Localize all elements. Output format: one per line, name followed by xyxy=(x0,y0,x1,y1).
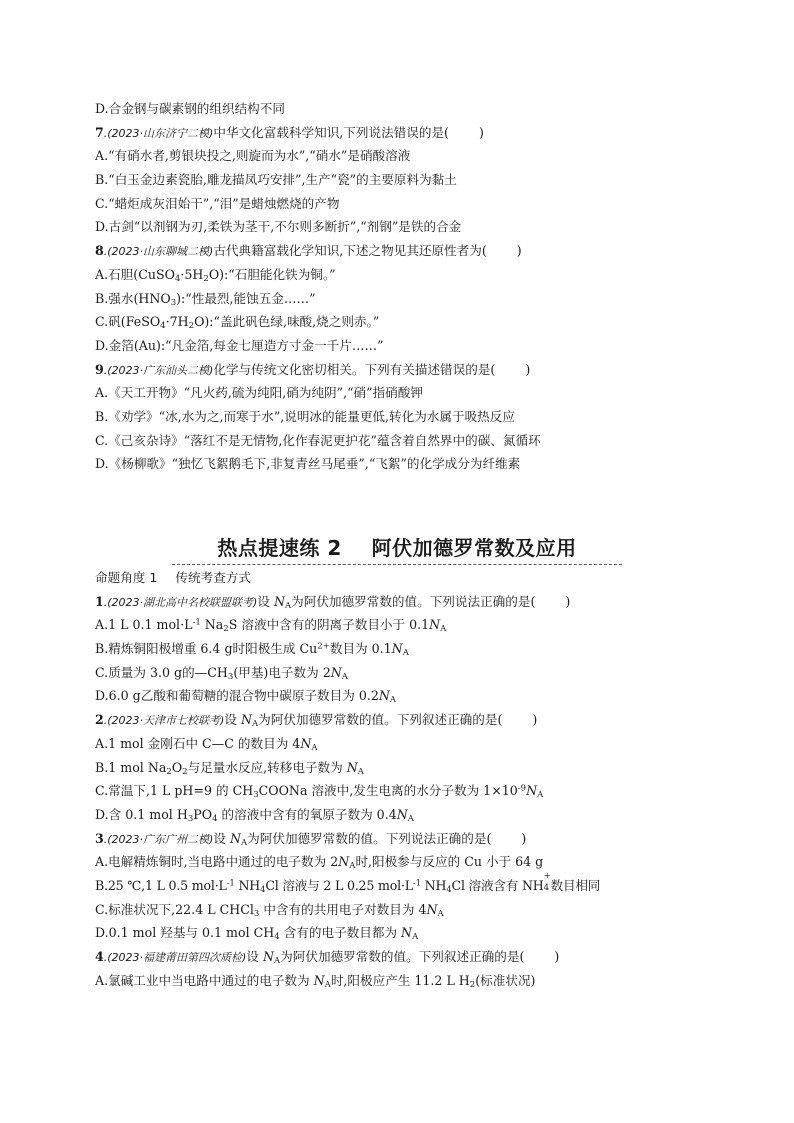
question-text: 为阿伏加德罗常数的值。下列叙述正确的是( xyxy=(258,712,503,728)
section-gap xyxy=(95,476,715,533)
question-9-option-b xyxy=(95,405,715,429)
question-number: 8 xyxy=(95,243,104,259)
option-text: 含有的电子数目都为 xyxy=(279,925,402,941)
question-text: 设 xyxy=(257,593,274,609)
subscript: A xyxy=(389,695,397,706)
option-text: D.合金钢与碳素钢的组织结构不同 xyxy=(95,101,285,116)
subscript: 4 xyxy=(174,273,181,284)
option-text: D.0.1 mol 羟基与 0.1 mol CH xyxy=(95,925,275,941)
question-number: 7 xyxy=(95,124,104,140)
option-text: ·7H xyxy=(165,314,189,330)
question-source: .(2023·广东汕头二模) xyxy=(103,363,214,377)
subscript: A xyxy=(273,956,281,967)
avogadro-symbol: N xyxy=(378,688,390,704)
avogadro-symbol: N xyxy=(346,759,358,775)
question-8-option-a xyxy=(95,263,715,287)
question-source: .(2023·湖北高中名校联盟联考) xyxy=(103,595,258,609)
question-9-option-a xyxy=(95,381,715,405)
answer-paren-close: ) xyxy=(554,949,560,964)
subscript: A xyxy=(412,932,419,943)
option-text: ):“性最烈,能蚀五金……” xyxy=(176,290,316,306)
problem-2-option-d xyxy=(95,803,715,827)
subscript: A xyxy=(537,790,544,801)
question-7-option-c xyxy=(95,192,715,216)
subscript: 2 xyxy=(182,766,188,777)
question-source: .(2023·广东广州二模) xyxy=(103,832,214,846)
problem-2-option-b xyxy=(95,756,715,780)
subscript: A xyxy=(357,766,364,777)
option-text: A.《天工开物》“凡火药,硫为纯阳,硝为纯阴”,“硝”指硝酸钾 xyxy=(95,385,423,401)
question-number: 9 xyxy=(95,361,104,377)
answer-paren-close: ) xyxy=(478,124,484,140)
problem-1-stem xyxy=(95,590,715,614)
question-text: 设 xyxy=(213,830,230,846)
topic-angle-label: 命题角度 1 xyxy=(95,570,158,585)
answer-paren-close: ) xyxy=(565,593,571,609)
superscript: 2+ xyxy=(317,641,330,652)
avogadro-symbol: N xyxy=(262,949,274,964)
option-text: 与足量水反应,转移电子数为 xyxy=(187,759,347,775)
option-text: C.常温下,1 L pH=9 的 CH xyxy=(95,783,254,799)
subscript: A xyxy=(437,908,444,919)
question-text: 为阿伏加德罗常数的值。下列说法正确的是( xyxy=(247,830,492,846)
option-text: NH xyxy=(420,877,447,893)
option-text: O):“石胆能化铁为铜。” xyxy=(208,266,336,282)
option-text: B.25 ℃,1 L 0.5 mol·L xyxy=(95,877,227,893)
option-text: A.石胆(CuSO xyxy=(95,266,175,282)
question-source: .(2023·山东聊城二模) xyxy=(103,245,214,259)
option-text: B.《劝学》“冰,水为之,而寒于水”,说明冰的能量更低,转化为水属于吸热反应 xyxy=(95,408,515,424)
superscript: -1 xyxy=(226,878,235,889)
topic-angle-text: 传统考查方式 xyxy=(175,570,251,585)
avogadro-symbol: N xyxy=(526,783,538,799)
problem-3-option-d xyxy=(95,921,715,945)
subscript: A xyxy=(349,861,356,872)
problem-3-option-b xyxy=(95,870,715,898)
question-source: .(2023·天津市七校联考) xyxy=(103,714,225,728)
superscript: -1 xyxy=(192,618,201,629)
option-text: A.氯碱工业中当电路中通过的电子数为 xyxy=(95,972,314,988)
question-number: 1 xyxy=(95,593,104,609)
avogadro-symbol: N xyxy=(330,664,342,680)
question-9-stem xyxy=(95,358,715,382)
option-text: D.含 0.1 mol H xyxy=(95,806,188,822)
avogadro-symbol: N xyxy=(401,925,413,941)
question-8-stem xyxy=(95,239,715,263)
subscript: A xyxy=(251,719,259,730)
problem-1-option-d xyxy=(95,684,715,708)
superscript: -1 xyxy=(412,878,421,889)
option-text: NH xyxy=(234,877,261,893)
option-text: C.矾(FeSO xyxy=(95,314,161,330)
subscript: A xyxy=(311,742,318,753)
option-text: ·5H xyxy=(180,266,204,282)
subscript: 3 xyxy=(170,297,177,308)
option-text: D.《杨柳歌》“独忆飞絮鹅毛下,非复青丝马尾垂”,“飞絮”的化学成分为纤维素 xyxy=(95,456,521,472)
subscript: A xyxy=(440,624,447,635)
question-number: 3 xyxy=(95,830,104,846)
option-text: 的溶液中含有的氧原子数为 0.4 xyxy=(217,806,397,822)
subscript: 4 xyxy=(446,885,452,896)
topic-angle-heading xyxy=(95,566,715,590)
problem-2-option-c xyxy=(95,779,715,803)
problem-1-option-c xyxy=(95,661,715,685)
section-title: 热点提速练 2 阿伏加德罗常数及应用 xyxy=(217,536,577,560)
question-7-option-b xyxy=(95,168,715,192)
subscript: 2 xyxy=(203,273,209,284)
option-text: C.质量为 3.0 g的—CH xyxy=(95,664,228,680)
option-text: C.《己亥杂诗》“落红不是无情物,化作春泥更护花”蕴含着自然界中的碳、氮循环 xyxy=(95,432,541,448)
subscript: 3 xyxy=(253,790,259,801)
problem-3-stem xyxy=(95,827,715,851)
option-text: Cl 溶液与 2 L 0.25 mol·L xyxy=(265,877,413,893)
question-7-stem xyxy=(95,121,715,145)
question-7-option-a xyxy=(95,144,715,168)
question-text: 设 xyxy=(224,712,241,728)
question-8-option-c xyxy=(95,310,715,334)
avogadro-symbol: N xyxy=(229,830,241,846)
option-text: (标准状况) xyxy=(475,972,536,988)
subscript: A xyxy=(284,600,292,611)
question-7-option-d xyxy=(95,215,715,239)
avogadro-symbol: N xyxy=(300,735,312,751)
problem-1-option-a xyxy=(95,613,715,637)
option-text: C.标准状况下,22.4 L CHCl xyxy=(95,901,254,917)
subscript: 3 xyxy=(227,671,234,682)
option-text: B.精炼铜阳极增重 6.4 g时阳极生成 Cu xyxy=(95,641,318,657)
superscript: -9 xyxy=(517,783,527,794)
problem-2-option-a xyxy=(95,732,715,756)
question-source: .(2023·山东济宁二模) xyxy=(103,126,214,140)
avogadro-symbol: N xyxy=(429,617,441,633)
subscript: 4 xyxy=(212,814,218,825)
answer-paren-close: ) xyxy=(521,830,527,846)
option-text: C.“蜡炬成灰泪始干”,“泪”是蜡烛燃烧的产物 xyxy=(95,195,340,211)
option-text: PO xyxy=(193,806,213,822)
avogadro-symbol: N xyxy=(240,712,252,728)
question-number: 4 xyxy=(95,949,104,964)
question-text: 化学与传统文化密切相关。下列有关描述错误的是( xyxy=(213,361,496,377)
question-text: 中华文化富载科学知识,下列说法错误的是( xyxy=(213,124,449,140)
avogadro-symbol: N xyxy=(396,806,408,822)
question-text: 为阿伏加德罗常数的值。下列说法正确的是( xyxy=(291,593,536,609)
option-text: B.强水(HNO xyxy=(95,290,171,306)
subscript: A xyxy=(402,648,409,659)
option-text: Na xyxy=(200,617,224,633)
option-text: B.“白玉金边素瓷胎,雕龙描凤巧安排”,生产“瓷”的主要原料为黏土 xyxy=(95,172,457,188)
avogadro-symbol: N xyxy=(313,972,325,988)
section-title-block xyxy=(95,533,715,566)
answer-paren-close: ) xyxy=(516,243,522,259)
page-content xyxy=(95,97,715,992)
problem-3-option-c xyxy=(95,898,715,922)
problem-3-option-a xyxy=(95,850,715,874)
problem-4-option-a xyxy=(95,969,715,993)
avogadro-symbol: N xyxy=(273,593,285,609)
subscript: 4 xyxy=(160,321,166,332)
option-text: 中含有的共用电子对数目为 4 xyxy=(259,901,427,917)
problem-2-stem xyxy=(95,708,715,732)
subscript: 3 xyxy=(187,814,194,825)
option-text: 数目为 0.1 xyxy=(329,641,392,657)
question-9-option-d xyxy=(95,452,715,476)
question-9-option-c xyxy=(95,429,715,453)
option-text: D.6.0 g乙酸和葡萄糖的混合物中碳原子数目为 0.2 xyxy=(95,688,379,704)
option-text: (甲基)电子数为 2 xyxy=(233,664,331,680)
subscript: 4 xyxy=(274,932,280,943)
question-8-option-d xyxy=(95,334,715,358)
answer-paren-close: ) xyxy=(532,712,538,728)
option-text: COONa 溶液中,发生电离的水分子数为 1×10 xyxy=(258,783,518,799)
question-8-option-b xyxy=(95,287,715,311)
option-d-q6 xyxy=(95,97,715,121)
option-text: Cl 溶液含有 NH xyxy=(451,877,544,893)
subscript: A xyxy=(407,814,414,825)
option-text: O xyxy=(171,759,183,775)
option-text: D.古剑“以剂钢为刃,柔铁为茎干,不尔则多断折”,“剂钢”是铁的合金 xyxy=(95,219,462,235)
subscript: A xyxy=(341,671,348,682)
subscript: 4 xyxy=(260,885,266,896)
problem-1-option-b xyxy=(95,637,715,661)
option-text: B.1 mol Na xyxy=(95,759,167,775)
title-underline xyxy=(172,564,622,565)
problem-4-stem xyxy=(95,945,715,969)
subscript: 3 xyxy=(253,908,260,919)
option-text: 时,阳极应产生 11.2 L H xyxy=(330,972,470,988)
question-text: 为阿伏加德罗常数的值。下列叙述正确的是( xyxy=(280,949,525,964)
option-text: O):“盖此矾色绿,味酸,烧之则赤。” xyxy=(194,314,380,330)
subscript: A xyxy=(240,837,248,848)
avogadro-symbol: N xyxy=(426,901,438,917)
answer-paren-close: ) xyxy=(525,361,531,377)
avogadro-symbol: N xyxy=(338,854,350,870)
question-text: 设 xyxy=(246,949,263,964)
option-text: A.1 L 0.1 mol·L xyxy=(95,617,193,633)
subscript: A xyxy=(324,979,331,990)
option-text: 数目相同 xyxy=(550,877,601,893)
avogadro-symbol: N xyxy=(391,641,403,657)
subscript: 2 xyxy=(223,624,229,635)
option-text: 时,阳极参与反应的 Cu 小于 64 g xyxy=(355,854,544,870)
question-number: 2 xyxy=(95,712,104,728)
question-source: .(2023·福建莆田第四次质检) xyxy=(103,951,247,964)
question-text: 古代典籍富载化学知识,下述之物见其还原性者为( xyxy=(213,243,487,259)
option-text: A.1 mol 金刚石中 C—C 的数目为 4 xyxy=(95,735,301,751)
subscript: 2 xyxy=(166,766,172,777)
option-text: A.“有硝水者,剪银块投之,则旋而为水”,“硝水”是硝酸溶液 xyxy=(95,148,411,164)
subscript: 2 xyxy=(469,979,476,990)
ammonium-charge: + 4 xyxy=(543,870,551,893)
subscript: 2 xyxy=(188,321,195,332)
option-text: A.电解精炼铜时,当电路中通过的电子数为 2 xyxy=(95,854,339,870)
option-text: D.金箔(Au):“凡金箔,每金七厘造方寸金一千片……” xyxy=(95,337,384,353)
option-text: S 溶液中含有的阴离子数目小于 0.1 xyxy=(228,617,430,633)
